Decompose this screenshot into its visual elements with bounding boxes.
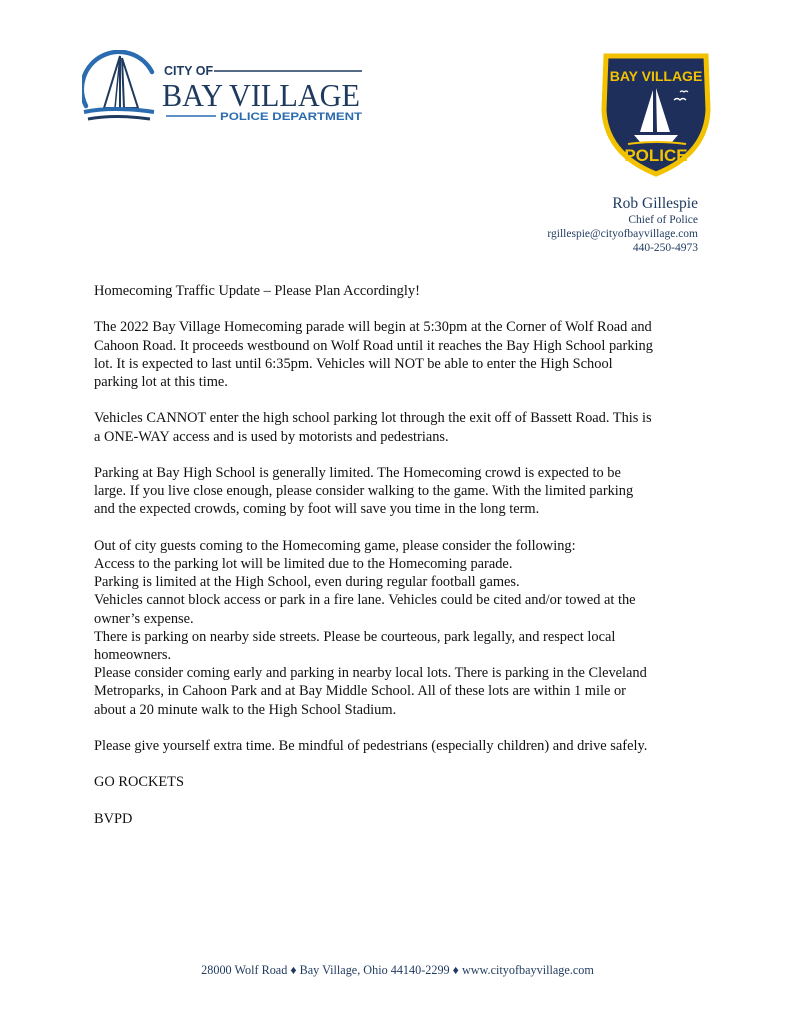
text-line: Cahoon Road. It proceeds westbound on Wolf Road until it reaches the Bay High School parking bbox=[94, 337, 653, 354]
contact-name: Rob Gillespie bbox=[612, 195, 698, 212]
text-line: Parking at Bay High School is generally limited. The Homecoming crowd is expected to be bbox=[94, 464, 621, 481]
contact-phone: 440-250-4973 bbox=[632, 242, 698, 254]
footer-address: 28000 Wolf Road ♦ Bay Village, Ohio 44140-2299 ♦ www.cityofbayvillage.com bbox=[201, 963, 594, 977]
text-line: The 2022 Bay Village Homecoming parade will begin at 5:30pm at the Corner of Wolf Road and bbox=[94, 319, 652, 336]
text-line: lot. It is expected to last until 6:35pm. Vehicles will NOT be able to enter the High School bbox=[94, 355, 613, 372]
department-text: POLICE DEPARTMENT bbox=[220, 111, 363, 123]
city-logo bbox=[82, 50, 372, 130]
text-line: Vehicles cannot block access or park in a fire lane. Vehicles could be cited and/or towed at the bbox=[94, 592, 636, 609]
text-line: Vehicles CANNOT enter the high school parking lot through the exit off of Bassett Road. This is bbox=[94, 410, 652, 427]
paragraph-signature: BVPD bbox=[94, 810, 133, 827]
text-line: owner’s expense. bbox=[94, 610, 194, 627]
paragraph-parade bbox=[94, 318, 706, 391]
badge-top-text: BAY VILLAGE bbox=[609, 68, 703, 84]
paragraph-go-rockets: GO ROCKETS bbox=[94, 774, 184, 791]
text-line: Please consider coming early and parking in nearby local lots. There is parking in the Cleveland bbox=[94, 665, 647, 682]
paragraph-extra-time: Please give yourself extra time. Be mindful of pedestrians (especially children) and drive safely. bbox=[94, 738, 648, 754]
contact-block bbox=[547, 195, 698, 255]
text-line: Parking is limited at the High School, even during regular football games. bbox=[94, 574, 520, 591]
text-line: There is parking on nearby side streets. Please be courteous, park legally, and respect local bbox=[94, 628, 616, 645]
paragraph-parking bbox=[94, 464, 706, 519]
contact-title: Chief of Police bbox=[628, 214, 698, 226]
letter-heading: Homecoming Traffic Update – Please Plan Accordingly! bbox=[94, 283, 420, 299]
letter-body bbox=[94, 282, 706, 846]
police-badge bbox=[598, 50, 714, 178]
text-line: parking lot at this time. bbox=[94, 374, 228, 390]
text-line: Metroparks, in Cahoon Park and at Bay Middle School. All of these lots are within 1 mile or bbox=[94, 683, 626, 700]
city-name-text: BAY VILLAGE bbox=[162, 77, 360, 113]
text-line: homeowners. bbox=[94, 647, 172, 663]
text-line: Access to the parking lot will be limited due to the Homecoming parade. bbox=[94, 555, 513, 572]
text-line: and the expected crowds, coming by foot will save you time in the long term. bbox=[94, 501, 540, 518]
text-line: Out of city guests coming to the Homecoming game, please consider the following: bbox=[94, 537, 576, 554]
text-line: large. If you live close enough, please consider walking to the game. With the limited parking bbox=[94, 483, 634, 500]
contact-email[interactable]: rgillespie@cityofbayvillage.com bbox=[547, 228, 698, 240]
text-line: a ONE-WAY access and is used by motorists and pedestrians. bbox=[94, 428, 449, 445]
badge-bottom-text: POLICE bbox=[624, 146, 688, 165]
sailboat-logo-icon bbox=[82, 50, 372, 130]
text-line: about a 20 minute walk to the High School Stadium. bbox=[94, 701, 397, 718]
paragraph-guests bbox=[94, 537, 706, 719]
city-of-text: CITY OF bbox=[164, 64, 214, 78]
paragraph-bassett-road bbox=[94, 409, 706, 445]
police-badge-icon bbox=[598, 50, 714, 178]
